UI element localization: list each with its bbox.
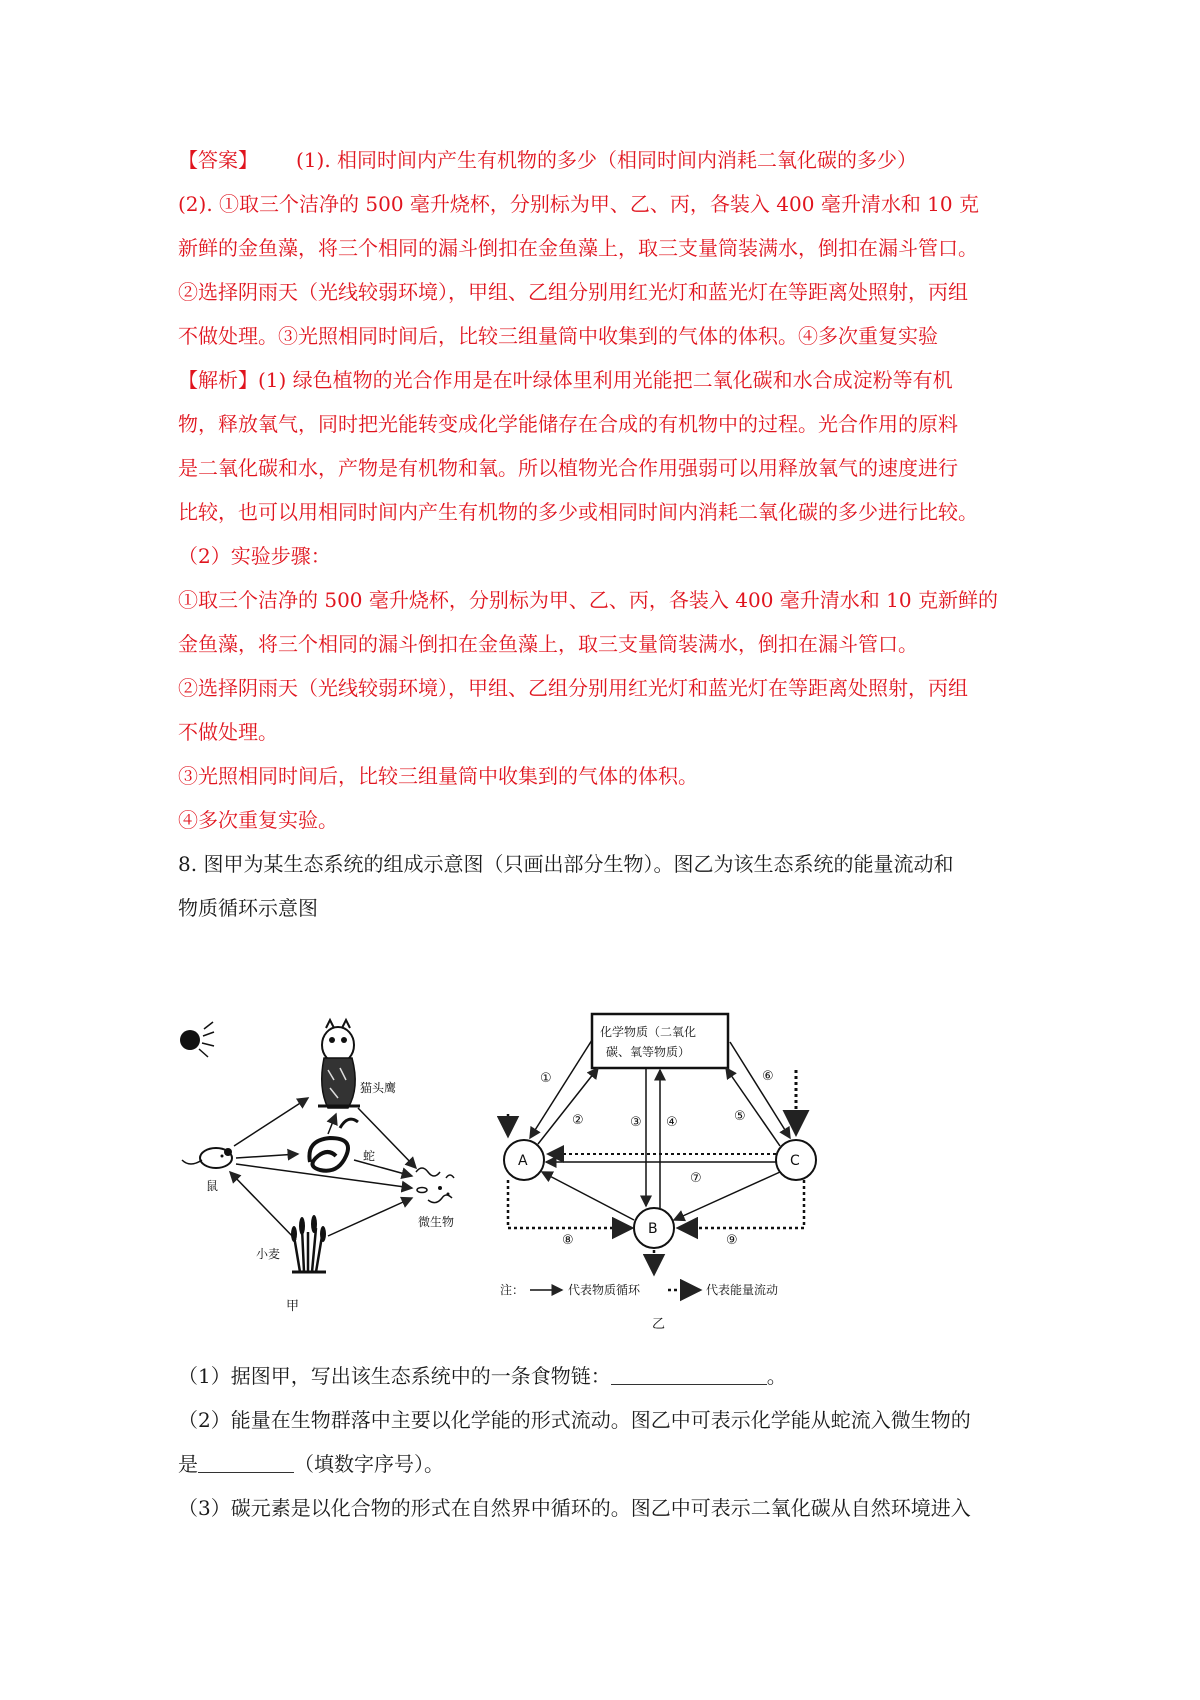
node-a-label: A bbox=[518, 1153, 528, 1169]
answer-line-4: ②选择阴雨天（光线较弱环境），甲组、乙组分别用红光灯和蓝光灯在等距离处照射，丙组 bbox=[178, 280, 968, 304]
legend-energy: 代表能量流动 bbox=[706, 1283, 779, 1297]
node-c-label: C bbox=[790, 1153, 800, 1169]
figure-yi-legend bbox=[500, 1282, 778, 1297]
question-1-blank[interactable] bbox=[611, 1366, 767, 1385]
node-b-label: B bbox=[648, 1221, 658, 1237]
box-text-line2: 碳、氧等物质） bbox=[606, 1045, 691, 1059]
owl-label: 猫头鹰 bbox=[360, 1081, 397, 1095]
legend-matter: 代表物质循环 bbox=[568, 1283, 641, 1297]
answer-line-5: 不做处理。③光照相同时间后，比较三组量筒中收集到的气体的体积。④多次重复实验 bbox=[178, 324, 938, 348]
ecosystem-figures bbox=[178, 1010, 1038, 1340]
label-n3: ③ bbox=[630, 1115, 642, 1130]
microbe-label: 微生物 bbox=[418, 1215, 455, 1229]
question-3-line-1: （3）碳元素是以化合物的形式在自然界中循环的。图乙中可表示二氧化碳从自然环境进入 bbox=[178, 1496, 971, 1520]
answer-line-2: (2). ①取三个洁净的 500 毫升烧杯，分别标为甲、乙、丙，各装入 400 毫升清水和 10 克 bbox=[178, 192, 979, 216]
question-2-line-2 bbox=[178, 1450, 1058, 1478]
box-text-line1: 化学物质（二氧化 bbox=[600, 1025, 697, 1039]
figure-jia bbox=[180, 1020, 454, 1314]
answer-tag: 【答案】 bbox=[178, 148, 258, 172]
analysis-line-6: ①取三个洁净的 500 毫升烧杯，分别标为甲、乙、丙，各装入 400 毫升清水和 10 克新鲜的 bbox=[178, 588, 998, 612]
microbe-icon bbox=[416, 1168, 454, 1203]
label-n7: ⑦ bbox=[690, 1171, 702, 1186]
wheat-icon bbox=[291, 1215, 326, 1272]
question-stem-1: 8. 图甲为某生态系统的组成示意图（只画出部分生物）。图乙为该生态系统的能量流动和 bbox=[178, 852, 954, 876]
label-n4: ④ bbox=[666, 1115, 678, 1130]
question-1-end: 。 bbox=[766, 1364, 787, 1388]
label-n6: ⑥ bbox=[762, 1069, 774, 1084]
analysis-line-5: （2）实验步骤： bbox=[178, 544, 331, 568]
owl-icon bbox=[318, 1020, 360, 1108]
analysis-line-9: 不做处理。 bbox=[178, 720, 278, 744]
sun-icon bbox=[180, 1022, 214, 1057]
analysis-line-11: ④多次重复实验。 bbox=[178, 808, 338, 832]
analysis-line-7: 金鱼藻，将三个相同的漏斗倒扣在金鱼藻上，取三支量筒装满水，倒扣在漏斗管口。 bbox=[178, 632, 918, 656]
label-n1: ① bbox=[540, 1071, 552, 1086]
snake-label: 蛇 bbox=[363, 1149, 376, 1163]
question-2-text-b: （填数字序号）。 bbox=[294, 1452, 444, 1476]
analysis-line-4: 比较，也可以用相同时间内产生有机物的多少或相同时间内消耗二氧化碳的多少进行比较。 bbox=[178, 500, 978, 524]
answer-line-1 bbox=[178, 146, 1058, 174]
analysis-text-1: (1) 绿色植物的光合作用是在叶绿体里利用光能把二氧化碳和水合成淀粉等有机 bbox=[258, 368, 953, 392]
analysis-line-1 bbox=[178, 366, 1058, 394]
figure-jia-caption: 甲 bbox=[286, 1299, 300, 1314]
figure-yi bbox=[500, 1014, 838, 1332]
question-2-text-a: 是 bbox=[178, 1452, 198, 1476]
analysis-line-2: 物，释放氧气，同时把光能转变成化学能储存在合成的有机物中的过程。光合作用的原料 bbox=[178, 412, 958, 436]
question-2-line-1: （2）能量在生物群落中主要以化学能的形式流动。图乙中可表示化学能从蛇流入微生物的 bbox=[178, 1408, 971, 1432]
answer-line-3: 新鲜的金鱼藻，将三个相同的漏斗倒扣在金鱼藻上，取三支量筒装满水，倒扣在漏斗管口。 bbox=[178, 236, 978, 260]
question-1-text: （1）据图甲，写出该生态系统中的一条食物链： bbox=[178, 1364, 611, 1388]
snake-icon bbox=[309, 1119, 358, 1171]
analysis-tag: 【解析】 bbox=[178, 368, 258, 392]
question-2-blank[interactable] bbox=[198, 1454, 294, 1473]
analysis-line-8: ②选择阴雨天（光线较弱环境），甲组、乙组分别用红光灯和蓝光灯在等距离处照射，丙组 bbox=[178, 676, 968, 700]
question-stem-2: 物质循环示意图 bbox=[178, 896, 318, 920]
legend-prefix: 注： bbox=[500, 1283, 525, 1297]
figure-yi-caption: 乙 bbox=[652, 1317, 666, 1332]
label-n9: ⑨ bbox=[726, 1233, 738, 1248]
answer-text-1: (1). 相同时间内产生有机物的多少（相同时间内消耗二氧化碳的多少） bbox=[296, 148, 918, 172]
label-n8: ⑧ bbox=[562, 1233, 574, 1248]
question-1 bbox=[178, 1362, 1058, 1390]
wheat-label: 小麦 bbox=[256, 1247, 281, 1261]
label-n2: ② bbox=[572, 1113, 584, 1128]
analysis-line-3: 是二氧化碳和水，产物是有机物和氧。所以植物光合作用强弱可以用释放氧气的速度进行 bbox=[178, 456, 958, 480]
mouse-icon bbox=[182, 1148, 232, 1168]
label-n5: ⑤ bbox=[734, 1109, 746, 1124]
analysis-line-10: ③光照相同时间后，比较三组量筒中收集到的气体的体积。 bbox=[178, 764, 698, 788]
mouse-label: 鼠 bbox=[206, 1179, 219, 1193]
chemical-substance-box bbox=[592, 1014, 728, 1068]
